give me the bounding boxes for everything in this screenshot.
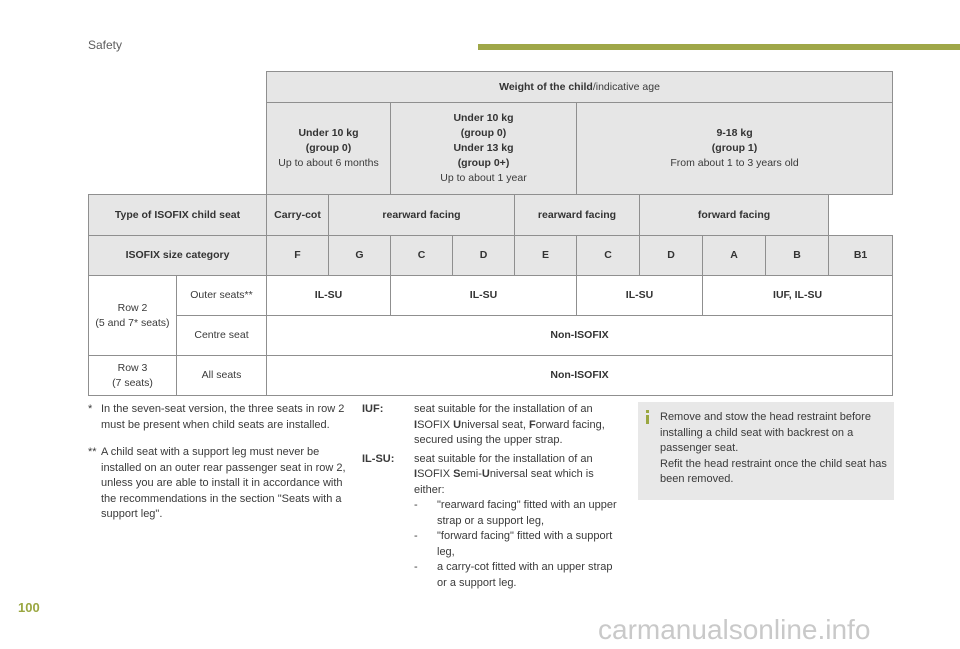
type-cell: Carry-cot bbox=[267, 195, 329, 236]
centre-seat-label: Centre seat bbox=[177, 316, 267, 356]
isofix-compatibility-table bbox=[88, 71, 893, 396]
size-cell: B1 bbox=[829, 236, 893, 276]
row2-label: Row 2 (5 and 7* seats) bbox=[89, 276, 177, 356]
size-cell: A bbox=[703, 236, 766, 276]
group-cell-0plus: Under 10 kg (group 0) Under 13 kg (group 0+) Up to about 1 year bbox=[391, 103, 577, 195]
size-cell: B bbox=[766, 236, 829, 276]
list-item: - a carry-cot fitted with an upper strap or a support leg. bbox=[414, 560, 622, 591]
type-cell: rearward facing bbox=[329, 195, 515, 236]
row3-value: Non-ISOFIX bbox=[267, 356, 893, 396]
size-cell: E bbox=[515, 236, 577, 276]
section-accent-bar bbox=[478, 44, 960, 50]
footnote: ** A child seat with a support leg must never be installed on an outer rear passenger seat in row 2, unless you are able to install it in accordance with the recommendations in the section "Seats with a support leg". bbox=[88, 446, 346, 520]
info-box bbox=[638, 402, 894, 500]
weight-header: Weight of the child/indicative age bbox=[267, 72, 893, 103]
footnotes bbox=[88, 402, 356, 535]
definitions bbox=[362, 402, 622, 594]
size-cell: C bbox=[577, 236, 640, 276]
outer-value: IL-SU bbox=[577, 276, 703, 316]
size-cell: F bbox=[267, 236, 329, 276]
row3-seats-label: All seats bbox=[177, 356, 267, 396]
outer-seats-label: Outer seats** bbox=[177, 276, 267, 316]
group-cell-1: 9-18 kg (group 1) From about 1 to 3 years old bbox=[577, 103, 893, 195]
size-cell: C bbox=[391, 236, 453, 276]
size-cell: G bbox=[329, 236, 391, 276]
row3-label: Row 3 (7 seats) bbox=[89, 356, 177, 396]
definition-ilsu: IL-SU: seat suitable for the installation of an ISOFIX Semi-Universal seat which is either: - "rearward facing" fitted with an upper strap or a support leg, - "forward facing" fitted with a support leg, - a carry-cot fitted with an upper strap or a support leg. bbox=[362, 452, 622, 592]
page-number: 100 bbox=[18, 600, 40, 615]
type-cell: forward facing bbox=[640, 195, 829, 236]
size-cell: D bbox=[453, 236, 515, 276]
outer-value: IUF, IL-SU bbox=[703, 276, 893, 316]
outer-value: IL-SU bbox=[391, 276, 577, 316]
size-label: ISOFIX size category bbox=[89, 236, 267, 276]
definition-iuf: IUF: seat suitable for the installation of an ISOFIX Universal seat, Forward facing, secured using the upper strap. bbox=[362, 403, 605, 446]
type-label: Type of ISOFIX child seat bbox=[89, 195, 267, 236]
type-cell: rearward facing bbox=[515, 195, 640, 236]
outer-value: IL-SU bbox=[267, 276, 391, 316]
watermark: carmanualsonline.info bbox=[598, 614, 871, 645]
footnote: * In the seven-seat version, the three seats in row 2 must be present when child seats are installed. bbox=[88, 403, 345, 431]
size-cell: D bbox=[640, 236, 703, 276]
section-title: Safety bbox=[88, 38, 123, 52]
list-item: - "rearward facing" fitted with an upper strap or a support leg, bbox=[414, 498, 622, 529]
info-text: Remove and stow the head restraint before installing a child seat with backrest on a passenger seat. Refit the head restraint once the child seat has been removed. bbox=[660, 411, 887, 485]
ilsu-options bbox=[414, 498, 622, 591]
info-icon bbox=[646, 410, 649, 424]
centre-value: Non-ISOFIX bbox=[267, 316, 893, 356]
group-cell-0: Under 10 kg (group 0) Up to about 6 months bbox=[267, 103, 391, 195]
list-item: - "forward facing" fitted with a support leg, bbox=[414, 529, 622, 560]
